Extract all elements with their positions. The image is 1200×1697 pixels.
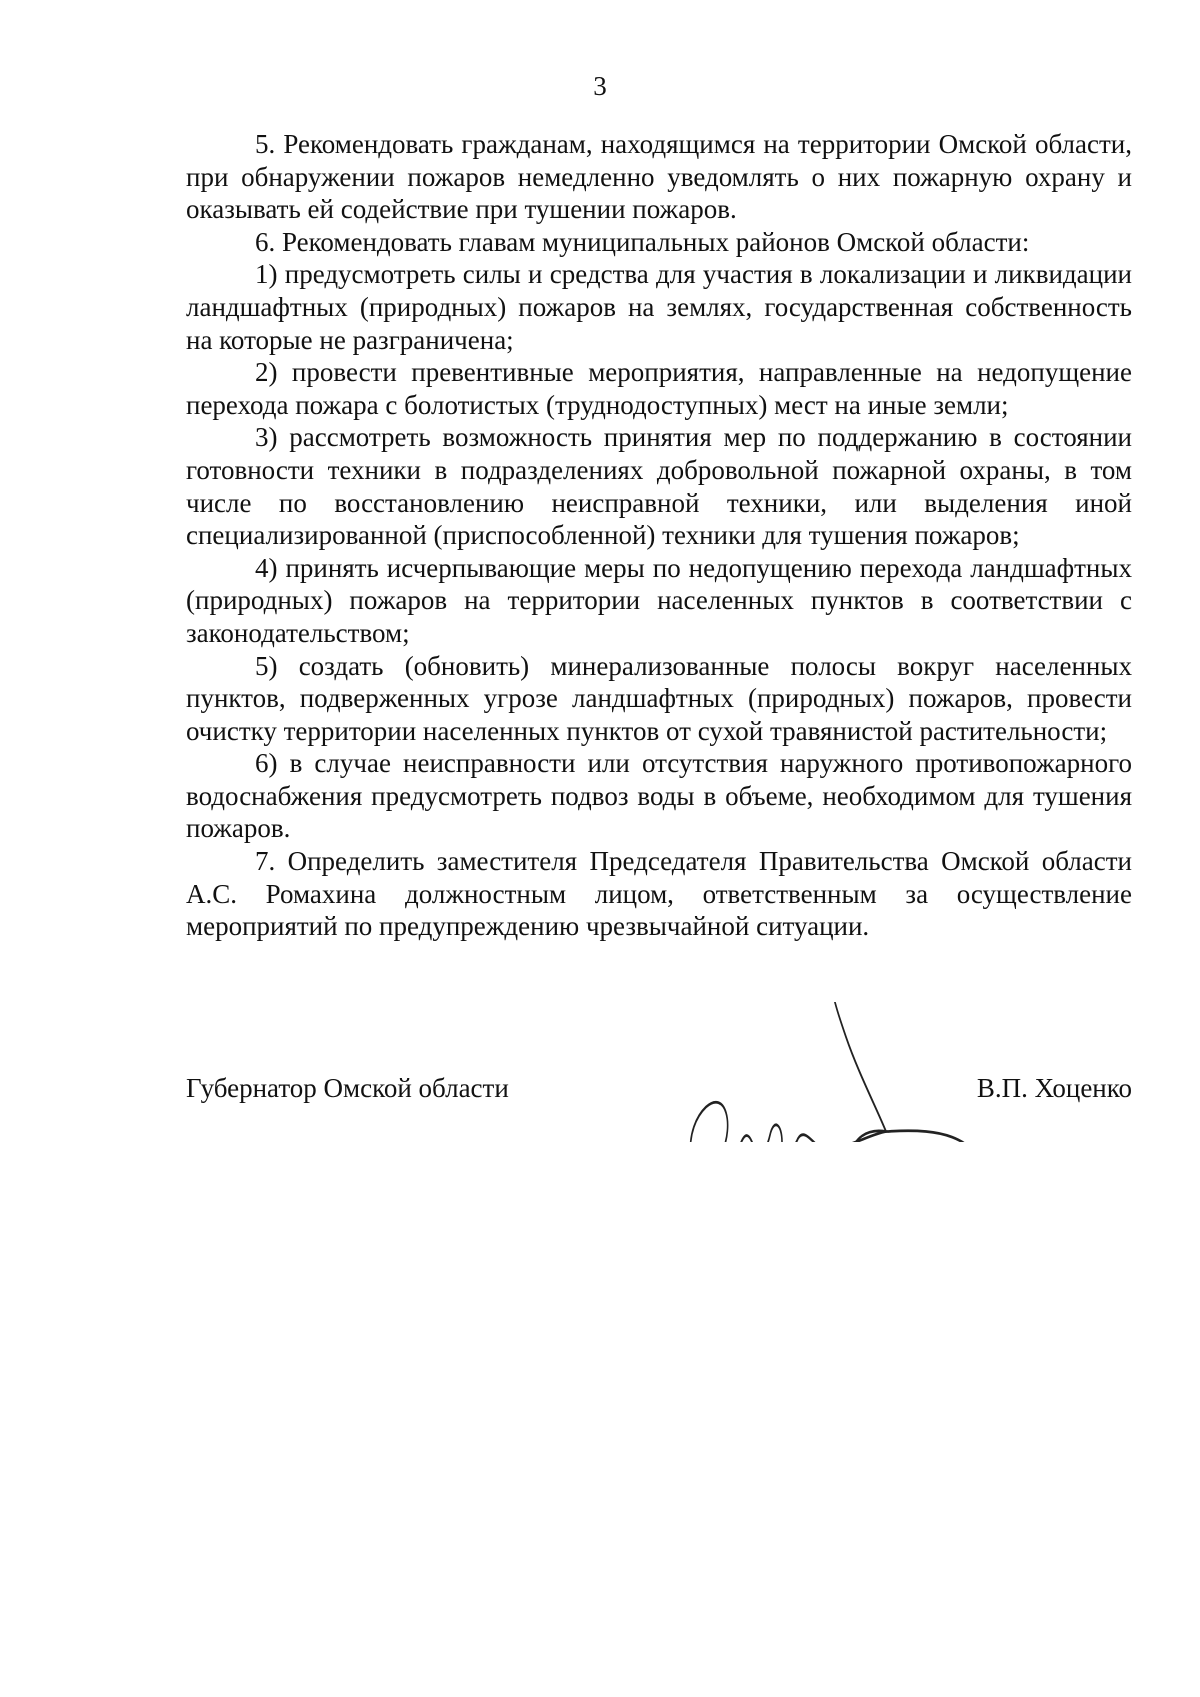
- paragraph-6-item-3: 3) рассмотреть возможность принятия мер по поддержанию в состоянии готовности техники в подразделениях добровольной пожарной охраны, в том числе по восстановлению неисправной техники, или выделения иной специализированной (приспособленной) техники для тушения пожаров;: [186, 422, 1132, 551]
- signature-block: [186, 1062, 1132, 1122]
- signer-position: Губернатор Омской области: [186, 1073, 509, 1103]
- signer-name: В.П. Хоценко: [976, 1073, 1132, 1103]
- paragraph-6-item-2: 2) провести превентивные мероприятия, направленные на недопущение перехода пожара с болотистых (труднодоступных) мест на иные земли;: [186, 357, 1132, 420]
- paragraph-7: 7. Определить заместителя Председателя Правительства Омской области А.С. Ромахина должностным лицом, ответственным за осуществление мероприятий по предупреждению чрезвычайной ситуации.: [186, 846, 1132, 942]
- paragraph-5: 5. Рекомендовать гражданам, находящимся на территории Омской области, при обнаружении пожаров немедленно уведомлять о них пожарную охрану и оказывать ей содействие при тушении пожаров.: [186, 129, 1132, 225]
- paragraph-6-item-4: 4) принять исчерпывающие меры по недопущению перехода ландшафтных (природных) пожаров на территории населенных пунктов в соответствии с законодательством;: [186, 552, 1132, 648]
- paragraph-6-item-5: 5) создать (обновить) минерализованные полосы вокруг населенных пунктов, подверженных угрозе ландшафтных (природных) пожаров, провести очистку территории населенных пунктов от сухой травянистой растительности;: [186, 650, 1132, 746]
- paragraph-6-item-1: 1) предусмотреть силы и средства для участия в локализации и ликвидации ландшафтных (природных) пожаров на землях, государственная собственность на которые не разграничена;: [186, 259, 1132, 355]
- page-number: 3: [593, 71, 607, 101]
- document-body: [186, 128, 1132, 943]
- paragraph-6: 6. Рекомендовать главам муниципальных районов Омской области:: [255, 226, 1030, 257]
- paragraph-6-item-6: 6) в случае неисправности или отсутствия наружного противопожарного водоснабжения предусмотреть подвоз воды в объеме, необходимом для тушения пожаров.: [186, 748, 1132, 844]
